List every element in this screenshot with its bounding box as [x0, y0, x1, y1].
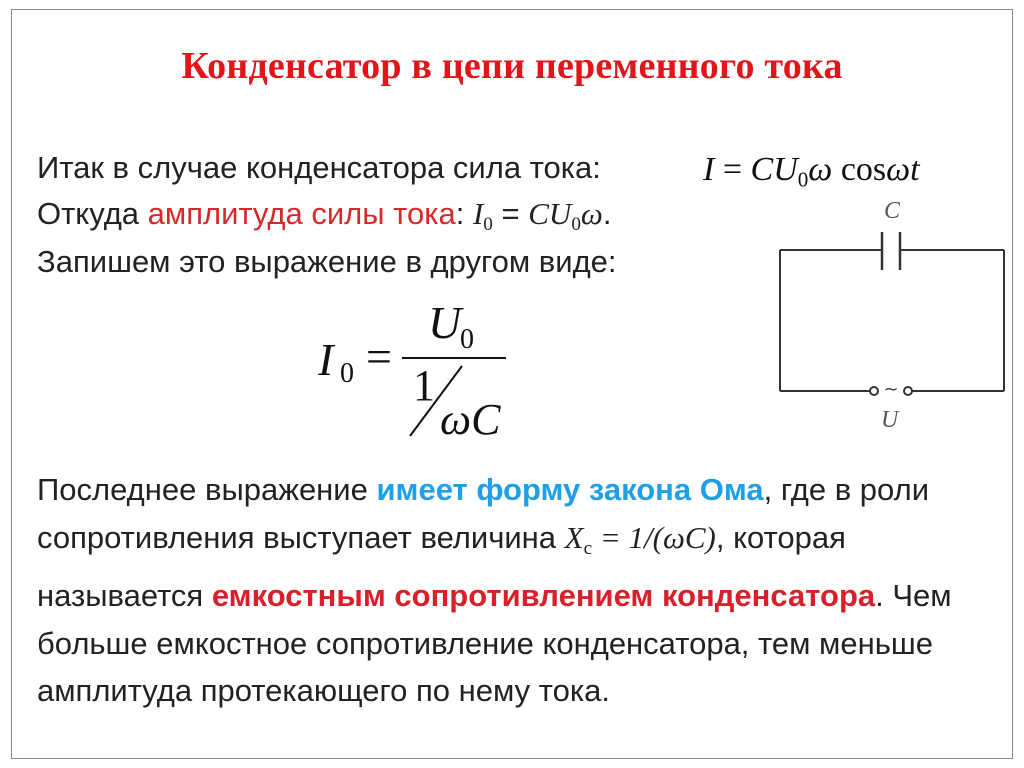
reactance-x: X	[564, 519, 584, 555]
rewrite-text: Запишем это выражение в другом виде:	[37, 244, 617, 279]
amplitude-eq: =	[492, 196, 529, 231]
fraction-bar	[402, 357, 506, 359]
big-numerator-u: U	[428, 297, 462, 348]
formula-eq: =	[714, 151, 751, 188]
amplitude-prefix: Откуда	[37, 196, 148, 231]
amplitude-cu: CU	[528, 196, 572, 231]
amplitude-end: .	[602, 196, 612, 231]
big-i-sub: 0	[340, 358, 354, 389]
big-den-omega-c: ωC	[440, 395, 501, 444]
reactance-formula: = 1/(ωC)	[592, 519, 716, 555]
ac-source-icon: ∼	[883, 379, 899, 400]
circuit-svg	[766, 190, 1016, 440]
amplitude-i-sub: 0	[483, 214, 493, 236]
formula-cu: CU	[750, 151, 798, 188]
intro-line	[37, 150, 601, 186]
reactance-sub: c	[583, 537, 593, 559]
rewrite-line	[37, 244, 617, 280]
formula-i: I	[703, 151, 715, 188]
amplitude-line	[37, 196, 611, 236]
para-part2: , где в роли сопротивления выступает величина	[37, 472, 930, 555]
para-part3: , которая называется	[37, 519, 846, 614]
amplitude-i: I	[472, 196, 484, 231]
amplitude-cu-sub: 0	[571, 214, 581, 236]
amplitude-colon: :	[455, 196, 473, 231]
formula-omega: ω	[808, 151, 833, 188]
amplitude-omega: ω	[580, 196, 603, 231]
explanation-paragraph	[37, 466, 987, 715]
current-formula	[703, 150, 920, 193]
capacitive-reactance-highlight: емкостным сопротивлением конденсатора	[211, 578, 876, 614]
ohm-law-highlight: имеет форму закона Ома	[376, 472, 764, 507]
formula-cos: cos	[832, 151, 887, 188]
slide-title: Конденсатор в цепи переменного тока	[181, 45, 843, 87]
formula-t: t	[910, 151, 920, 188]
amplitude-highlight: амплитуда силы тока	[147, 196, 456, 231]
big-i: I	[318, 334, 334, 385]
big-numerator-sub: 0	[460, 324, 474, 355]
big-eq-sign: =	[366, 331, 392, 382]
voltage-label: U	[881, 407, 899, 433]
big-den-one: 1	[413, 361, 435, 410]
para-part1: Последнее выражение	[37, 472, 377, 507]
intro-text: Итак в случае конденсатора сила тока:	[37, 150, 601, 185]
para-part4: . Чем больше емкостное сопротивление конденсатора, тем меньше амплитуда протекающего по нему тока.	[37, 578, 952, 709]
formula-sub: 0	[797, 167, 809, 192]
ohm-form-equation	[300, 297, 540, 450]
circuit-diagram	[766, 190, 1016, 440]
formula-omega2: ω	[886, 151, 911, 188]
capacitor-label: C	[884, 198, 901, 224]
